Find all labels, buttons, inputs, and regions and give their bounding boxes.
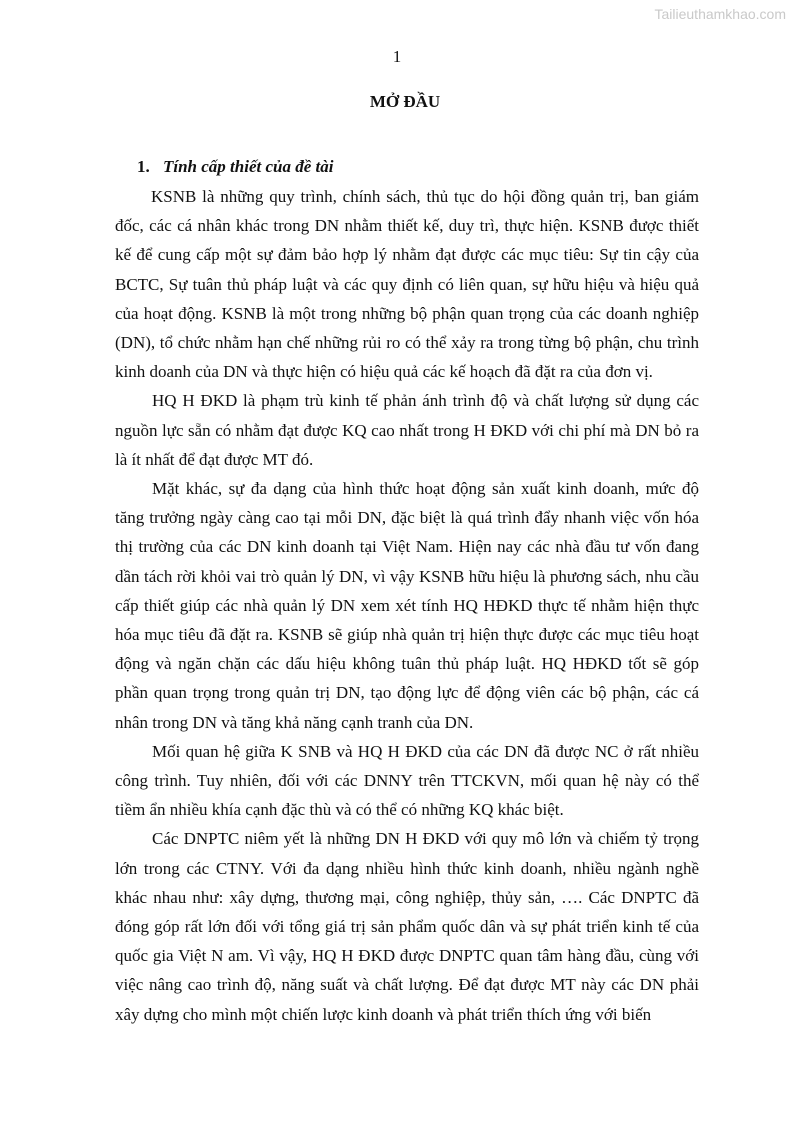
document-body: [115, 156, 699, 1029]
section-heading: [137, 156, 699, 178]
page-number: 1: [392, 47, 402, 66]
paragraph-hq-hdkd: HQ H ĐKD là phạm trù kinh tế phản ánh trình độ và chất lượng sử dụng các nguồn lực sẵn có nhằm đạt được KQ cao nhất trong H ĐKD với chi phí mà DN bỏ ra là ít nhất để đạt được MT đó.: [115, 391, 699, 469]
paragraph-ksnb-definition: KSNB là những quy trình, chính sách, thủ tục do hội đồng quản trị, ban giám đốc, các cá nhân khác trong DN nhằm thiết kế, duy trì, thực hiện. KSNB được thiết kế để cung cấp một sự đảm bảo hợp lý nhằm đạt được các mục tiêu: Sự tin cậy của BCTC, Sự tuân thủ pháp luật và các quy định có liên quan, sự hữu hiệu và hiệu quả của hoạt động. KSNB là một trong những bộ phận quan trọng của các doanh nghiệp (DN), tổ chức nhằm hạn chế những rủi ro có thể xảy ra trong từng bộ phận, chu trình kinh doanh của DN và thực hiện có hiệu quả các kế hoạch đã đặt ra của đơn vị.: [115, 187, 699, 382]
section-number: 1.: [137, 157, 150, 176]
paragraph-relationship: Mối quan hệ giữa K SNB và HQ H ĐKD của các DN đã được NC ở rất nhiều công trình. Tuy nhiên, đối với các DNNY trên TTCKVN, mối quan hệ này có thể tiềm ẩn nhiều khía cạnh đặc thù và có thể có những KQ khác biệt.: [115, 741, 699, 820]
paragraph-dnptc: Các DNPTC niêm yết là những DN H ĐKD với quy mô lớn và chiếm tỷ trọng lớn trong các CTNY. Với đa dạng nhiều hình thức kinh doanh, nhiều ngành nghề khác nhau như: xây dựng, thương mại, công nghiệp, thủy sản, …. Các DNPTC đã đóng góp rất lớn đối với tổng giá trị sản phẩm quốc dân và sự phát triển kinh tế của quốc gia Việt N am. Vì vậy, HQ H ĐKD được DNPTC quan tâm hàng đầu, cùng với việc nâng cao trình độ, năng suất và chất lượng. Để đạt được MT này các DN phải xây dựng cho mình một chiến lược kinh doanh và phát triển thích ứng với biến: [115, 829, 699, 1024]
paragraph-diversity: Mặt khác, sự đa dạng của hình thức hoạt động sản xuất kinh doanh, mức độ tăng trưởng ngày càng cao tại mỗi DN, đặc biệt là quá trình đẩy nhanh việc vốn hóa thị trường của các DN kinh doanh tại Việt Nam. Hiện nay các nhà đầu tư vốn đang dần tách rời khỏi vai trò quản lý DN, vì vậy KSNB hữu hiệu là phương sách, nhu cầu cấp thiết giúp các nhà quản lý DN xem xét tính HQ HĐKD thực tế nhằm hiện thực hóa mục tiêu đã đặt ra. KSNB sẽ giúp nhà quản trị hiện thực được các mục tiêu hoạt động và ngăn chặn các dấu hiệu không tuân thủ pháp luật. HQ HĐKD tốt sẽ góp phần quan trọng trong quản trị DN, tạo động lực để động viên các bộ phận, các cá nhân trong DN và tăng khả năng cạnh tranh của DN.: [115, 479, 699, 732]
section-title: Tính cấp thiết của đề tài: [163, 157, 334, 176]
watermark: Tailieuthamkhao.com: [654, 6, 786, 22]
page-title: MỞ ĐẦU: [369, 92, 441, 111]
